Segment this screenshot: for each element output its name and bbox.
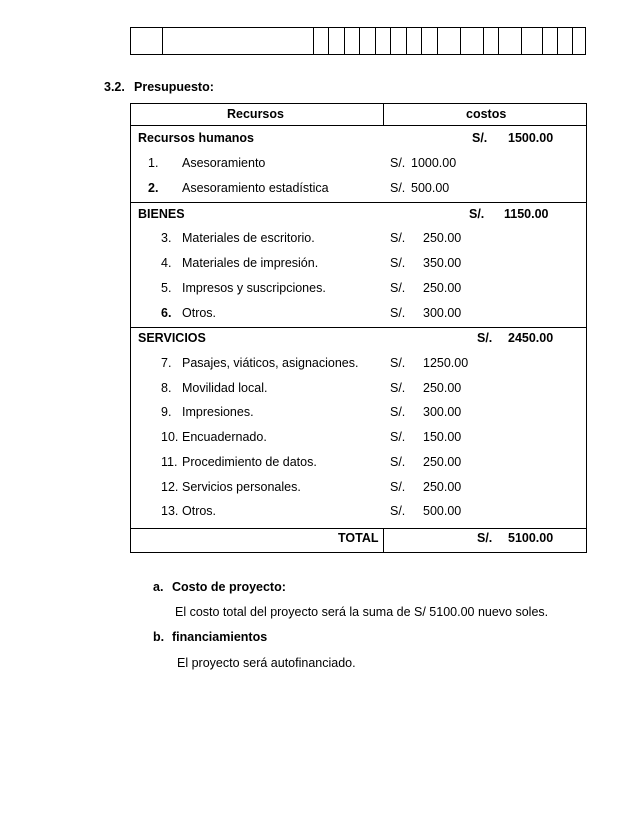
section-number: 3.2. — [104, 80, 125, 94]
item-amount: 500.00 — [411, 181, 450, 195]
top-grid-row — [130, 27, 586, 55]
group-name: Recursos humanos — [138, 131, 255, 145]
group-subtotal: 1500.00 — [508, 131, 554, 145]
item-label: Procedimiento de datos. — [182, 455, 317, 469]
item-currency: S/. — [390, 156, 406, 170]
item-amount: 300.00 — [423, 405, 462, 419]
item-amount: 250.00 — [423, 281, 462, 295]
total-label: TOTAL — [338, 531, 379, 545]
item-label: Asesoramiento — [182, 156, 266, 170]
item-label: Materiales de escritorio. — [182, 231, 315, 245]
item-currency: S/. — [390, 181, 406, 195]
header-resources: Recursos — [227, 107, 284, 121]
item-number: 2. — [148, 181, 159, 195]
note-text: El proyecto será autofinanciado. — [177, 656, 356, 670]
total-amount: 5100.00 — [508, 531, 554, 545]
item-currency: S/. — [390, 405, 406, 419]
item-number: 13. — [161, 504, 179, 518]
item-currency: S/. — [390, 504, 406, 518]
group-name: BIENES — [138, 207, 185, 221]
item-amount: 150.00 — [423, 430, 462, 444]
group-currency: S/. — [469, 207, 485, 221]
item-number: 3. — [161, 231, 172, 245]
item-amount: 1250.00 — [423, 356, 469, 370]
item-currency: S/. — [390, 356, 406, 370]
group-currency: S/. — [477, 331, 493, 345]
item-number: 9. — [161, 405, 172, 419]
item-number: 7. — [161, 356, 172, 370]
item-currency: S/. — [390, 480, 406, 494]
item-amount: 250.00 — [423, 480, 462, 494]
item-currency: S/. — [390, 231, 406, 245]
item-number: 11. — [161, 455, 178, 469]
item-currency: S/. — [390, 381, 406, 395]
item-number: 10. — [161, 430, 179, 444]
item-label: Servicios personales. — [182, 480, 301, 494]
item-currency: S/. — [390, 306, 406, 320]
item-amount: 1000.00 — [411, 156, 457, 170]
item-number: 1. — [148, 156, 159, 170]
section-title: Presupuesto: — [134, 80, 214, 94]
item-label: Asesoramiento estadística — [182, 181, 329, 195]
item-label: Encuadernado. — [182, 430, 267, 444]
item-amount: 300.00 — [423, 306, 462, 320]
item-label: Movilidad local. — [182, 381, 268, 395]
item-number: 4. — [161, 256, 172, 270]
item-currency: S/. — [390, 455, 406, 469]
note-text: El costo total del proyecto será la suma de S/ 5100.00 nuevo soles. — [175, 605, 549, 619]
note-marker: a. — [153, 580, 164, 594]
item-label: Otros. — [182, 306, 217, 320]
item-label: Impresos y suscripciones. — [182, 281, 326, 295]
note-title: Costo de proyecto: — [172, 580, 286, 594]
item-number: 5. — [161, 281, 172, 295]
note-title: financiamientos — [172, 630, 268, 644]
total-currency: S/. — [477, 531, 493, 545]
group-subtotal: 1150.00 — [504, 207, 549, 221]
item-amount: 250.00 — [423, 231, 462, 245]
item-label: Otros. — [182, 504, 217, 518]
group-currency: S/. — [472, 131, 488, 145]
item-currency: S/. — [390, 430, 406, 444]
item-number: 8. — [161, 381, 172, 395]
item-amount: 500.00 — [423, 504, 462, 518]
note-marker: b. — [153, 630, 165, 644]
item-amount: 250.00 — [423, 455, 462, 469]
item-label: Impresiones. — [182, 405, 254, 419]
group-subtotal: 2450.00 — [508, 331, 554, 345]
item-amount: 250.00 — [423, 381, 462, 395]
item-number: 6. — [161, 306, 172, 320]
item-label: Pasajes, viáticos, asignaciones. — [182, 356, 359, 370]
item-number: 12. — [161, 480, 179, 494]
group-name: SERVICIOS — [138, 331, 206, 345]
header-costs: costos — [466, 107, 507, 121]
item-amount: 350.00 — [423, 256, 462, 270]
item-label: Materiales de impresión. — [182, 256, 319, 270]
item-currency: S/. — [390, 281, 406, 295]
item-currency: S/. — [390, 256, 406, 270]
